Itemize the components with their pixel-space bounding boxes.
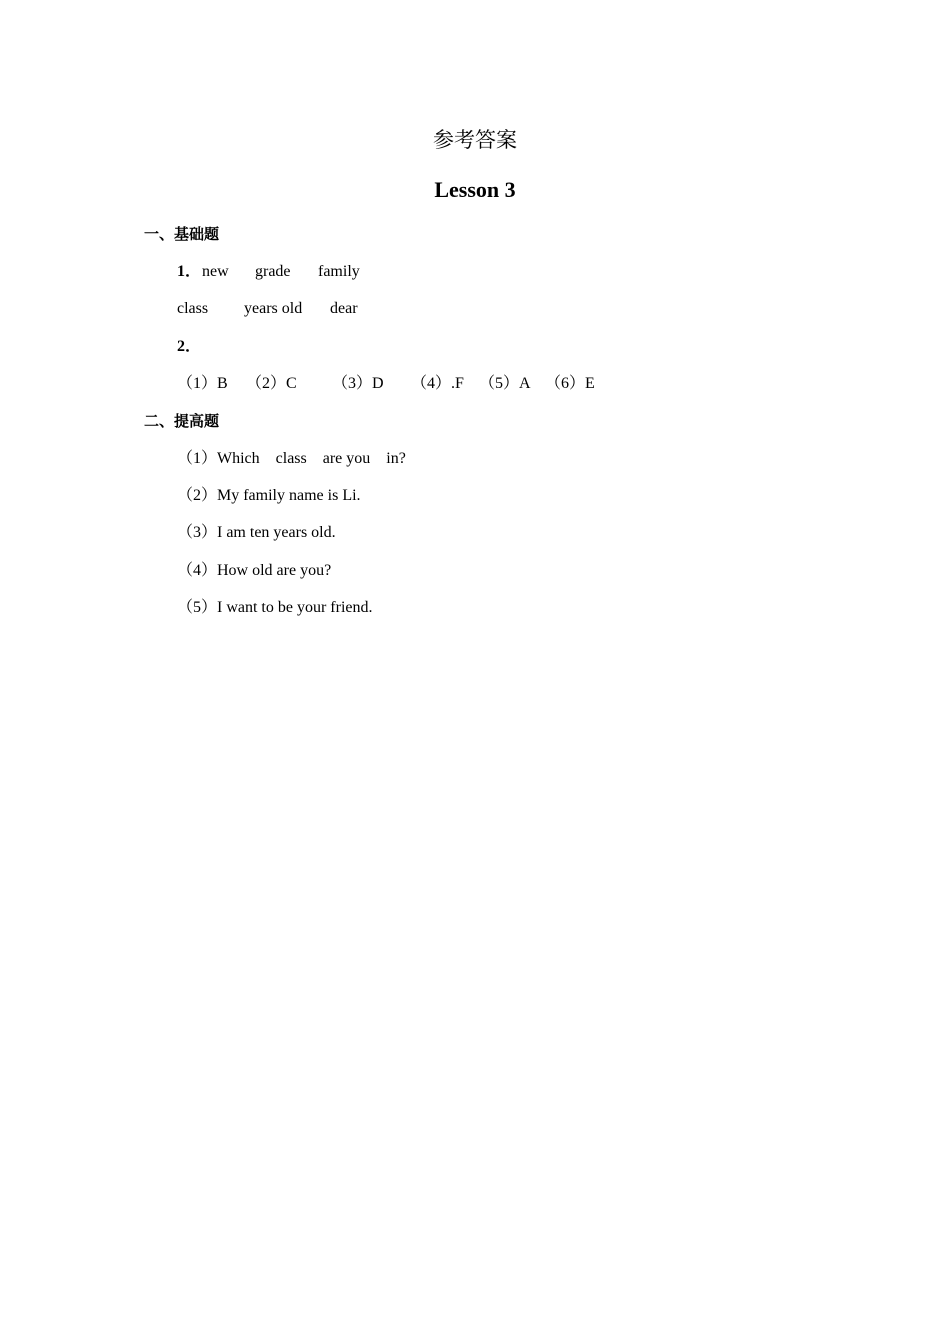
lesson-title: Lesson 3: [434, 177, 516, 202]
section-basic-heading: 一、基础题: [144, 225, 220, 243]
sentence-answer: （4）How old are you?: [177, 562, 332, 579]
q2-answer: （5）A: [479, 375, 531, 392]
q2-answer: （6）E: [545, 375, 595, 392]
sentence-answer: （1）Which class are you in?: [177, 450, 406, 467]
q1-word: class: [177, 300, 209, 317]
q1-word: years old: [244, 300, 303, 317]
q1-word: dear: [330, 300, 358, 317]
q2-answer: （3）D: [332, 375, 384, 392]
q1-word: grade: [255, 263, 291, 280]
q1-word: family: [318, 263, 360, 280]
question-2-label: 2．: [177, 338, 202, 355]
q2-answer: （2）C: [246, 375, 297, 392]
sentence-answer: （3）I am ten years old.: [177, 524, 336, 541]
sentence-answer: （2）My family name is Li.: [177, 487, 361, 504]
q2-answer: （1）B: [177, 375, 228, 392]
q1-word: new: [202, 263, 229, 280]
answer-key-title: 参考答案: [433, 128, 517, 152]
question-1-label: 1．: [177, 263, 202, 280]
section-advanced-heading: 二、提高题: [144, 412, 220, 430]
q2-answer: （4）.F: [411, 375, 464, 392]
sentence-answer: （5）I want to be your friend.: [177, 599, 373, 616]
